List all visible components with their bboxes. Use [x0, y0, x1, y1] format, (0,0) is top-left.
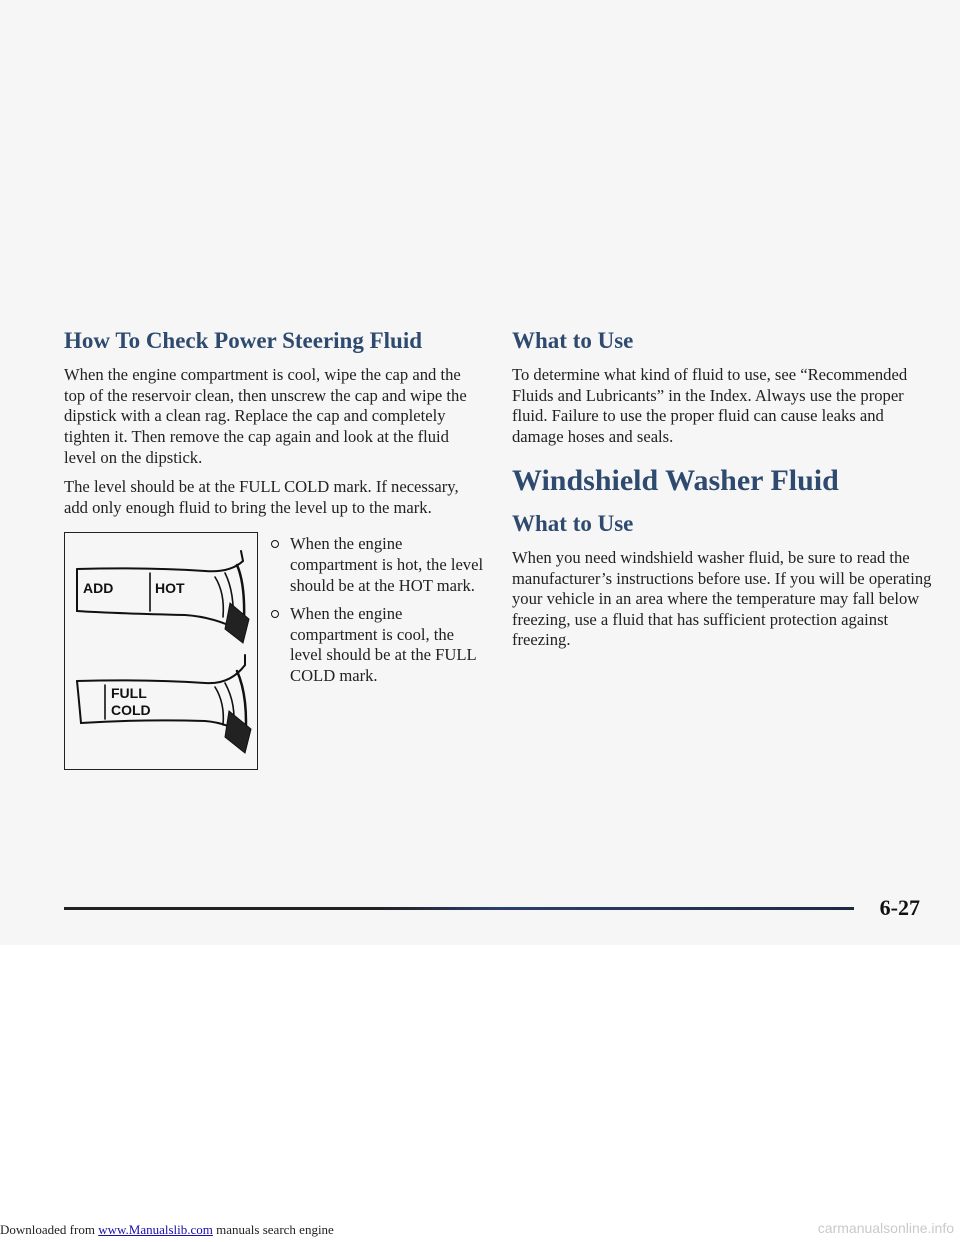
upper-dipstick [77, 551, 249, 643]
bullet-hot [266, 534, 484, 596]
what-to-use-heading-1: What to Use [512, 328, 634, 353]
dipstick-figure-row [64, 532, 484, 772]
hot-label: HOT [155, 580, 185, 597]
left-column [64, 328, 484, 772]
what-to-use-paragraph-2: When you need windshield washer fluid, be sure to read the manufacturer’s instructions before use. If you will be operating your vehicle in an area where the temperature may fall below freezing, use a fluid that has sufficient protection against freezing. [512, 547, 932, 650]
power-steering-paragraph-2: The level should be at the FULL COLD mark. If necessary, add only enough fluid to bring the level up to the mark. [64, 477, 459, 517]
footer-rule [64, 907, 854, 910]
page-number: 6-27 [879, 895, 920, 920]
cold-label: COLD [111, 702, 151, 719]
download-suffix: manuals search engine [212, 1222, 334, 1237]
bullet-cold-text: When the engine compartment is cool, the level should be at the FULL COLD mark. [290, 604, 477, 686]
windshield-washer-title: Windshield Washer Fluid [512, 463, 839, 497]
dipstick-illustration [64, 532, 258, 770]
right-column [512, 328, 932, 660]
fluid-level-bullets [266, 534, 484, 694]
bullet-cold [266, 604, 484, 686]
power-steering-paragraph-1: When the engine compartment is cool, wipe the cap and the top of the reservoir clean, then unscrew the cap and wipe the dipstick with a clean rag. Replace the cap and completely tighten it. Then remove the cap again and look at the fluid level on the dipstick. [64, 365, 467, 467]
full-label: FULL [111, 685, 147, 702]
what-to-use-paragraph-1: To determine what kind of fluid to use, see “Recommended Fluids and Lubricants” in the Index. Always use the proper fluid. Failure to use the proper fluid can cause leaks and damage hoses and seals. [512, 365, 908, 447]
bullet-dot-icon [271, 540, 279, 548]
manualslib-link[interactable]: www.Manualslib.com [98, 1222, 213, 1237]
lower-dipstick [77, 655, 251, 753]
add-label: ADD [83, 580, 114, 597]
power-steering-heading: How To Check Power Steering Fluid [64, 328, 423, 353]
bullet-dot-icon [271, 610, 279, 618]
what-to-use-heading-2: What to Use [512, 510, 634, 536]
download-prefix: Downloaded from [0, 1222, 99, 1237]
bullet-hot-text: When the engine compartment is hot, the level should be at the HOT mark. [290, 534, 484, 595]
dipstick-drawing [65, 533, 256, 768]
download-attribution [0, 1222, 334, 1238]
watermark: carmanualsonline.info [817, 1220, 954, 1236]
